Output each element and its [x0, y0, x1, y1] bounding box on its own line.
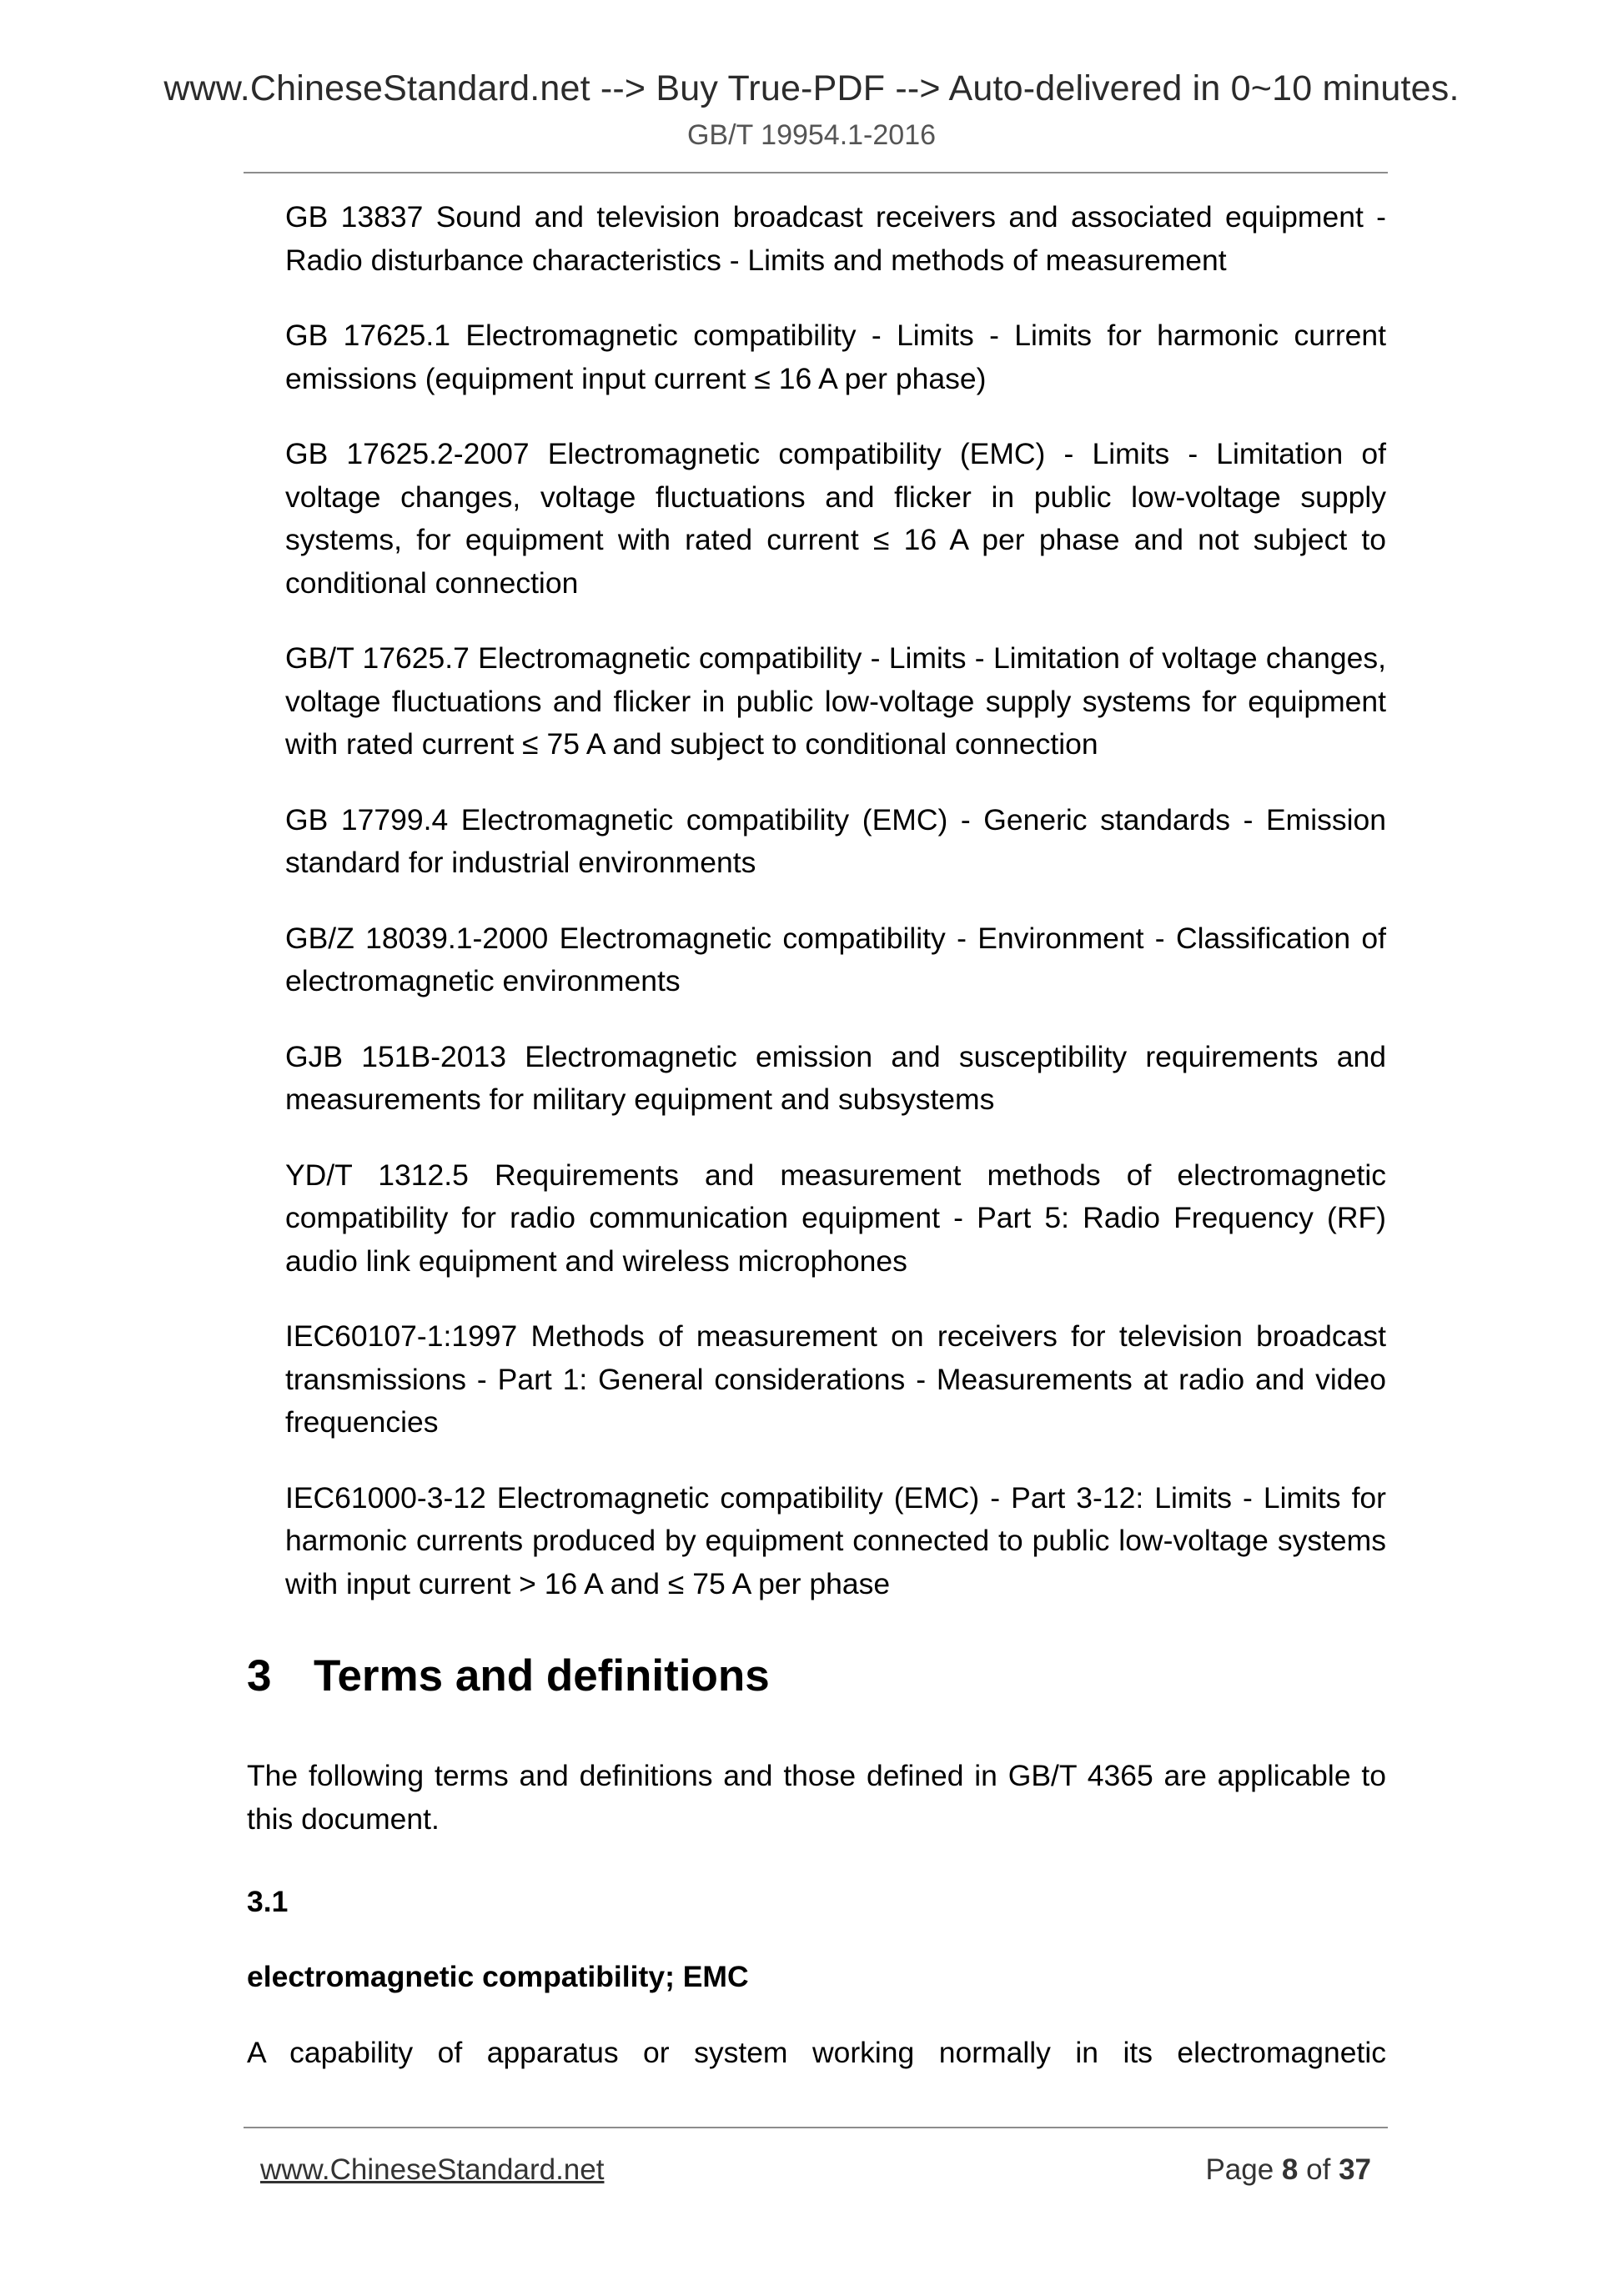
term-definition: A capability of apparatus or system working normally in its electromagnetic [247, 2036, 1386, 2069]
section-title: Terms and definitions [314, 1651, 770, 1701]
reference-item: GB 13837 Sound and television broadcast receivers and associated equipment - Radio disturbance characteristics - Limits and methods of measurement [285, 200, 1386, 277]
total-pages: 37 [1339, 2153, 1371, 2186]
reference-item: YD/T 1312.5 Requirements and measurement methods of electromagnetic compatibility for radio communication equipment - Part 5: Radio Frequency (RF) audio link equipment and wireless microphones [285, 1158, 1386, 1278]
standard-number: GB/T 19954.1-2016 [686, 119, 937, 151]
page-indicator [1205, 2150, 1371, 2190]
header-banner: www.ChineseStandard.net --> Buy True-PDF --> Auto-delivered in 0~10 minutes. [163, 68, 1460, 108]
reference-item: GB 17625.2-2007 Electromagnetic compatibility (EMC) - Limits - Limitation of voltage changes, voltage fluctuations and flicker in public low-voltage supply systems, for equipment with rated current ≤ 16 A per phase and not subject to conditional connection [285, 437, 1386, 600]
reference-item: GB/Z 18039.1-2000 Electromagnetic compatibility - Environment - Classification of electromagnetic environments [285, 921, 1386, 997]
section-intro: The following terms and definitions and those defined in GB/T 4365 are applicable to this document. [247, 1759, 1386, 1836]
reference-item: IEC60107-1:1997 Methods of measurement on receivers for television broadcast transmissions - Part 1: General considerations - Measurements at radio and video frequencies [285, 1319, 1386, 1439]
current-page: 8 [1281, 2153, 1299, 2186]
footer-divider [244, 2127, 1388, 2128]
term-number: 3.1 [247, 1885, 289, 1918]
header-divider [244, 172, 1388, 173]
reference-item: GJB 151B-2013 Electromagnetic emission and susceptibility requirements and measurements for military equipment and subsystems [285, 1039, 1386, 1116]
term-name: electromagnetic compatibility; EMC [247, 1960, 749, 1993]
section-number: 3 [247, 1651, 272, 1701]
page-label: Page [1205, 2153, 1274, 2186]
reference-item: GB 17625.1 Electromagnetic compatibility - Limits - Limits for harmonic current emissions (equipment input current ≤ 16 A per phase) [285, 319, 1386, 395]
reference-item: GB 17799.4 Electromagnetic compatibility (EMC) - Generic standards - Emission standard for industrial environments [285, 802, 1386, 879]
reference-item: IEC61000-3-12 Electromagnetic compatibility (EMC) - Part 3-12: Limits - Limits for harmonic currents produced by equipment connected to public low-voltage systems with input current > 16 A and ≤ 75 A per phase [285, 1480, 1386, 1600]
reference-item: GB/T 17625.7 Electromagnetic compatibility - Limits - Limitation of voltage changes, voltage fluctuations and flicker in public low-voltage supply systems for equipment with rated current ≤ 75 A and subject to conditional connection [285, 641, 1386, 761]
section-heading [247, 1647, 1386, 1706]
footer-website-link[interactable]: www.ChineseStandard.net [260, 2153, 605, 2186]
normative-references-list [285, 196, 1386, 1638]
page-of-label: of [1306, 2153, 1331, 2186]
